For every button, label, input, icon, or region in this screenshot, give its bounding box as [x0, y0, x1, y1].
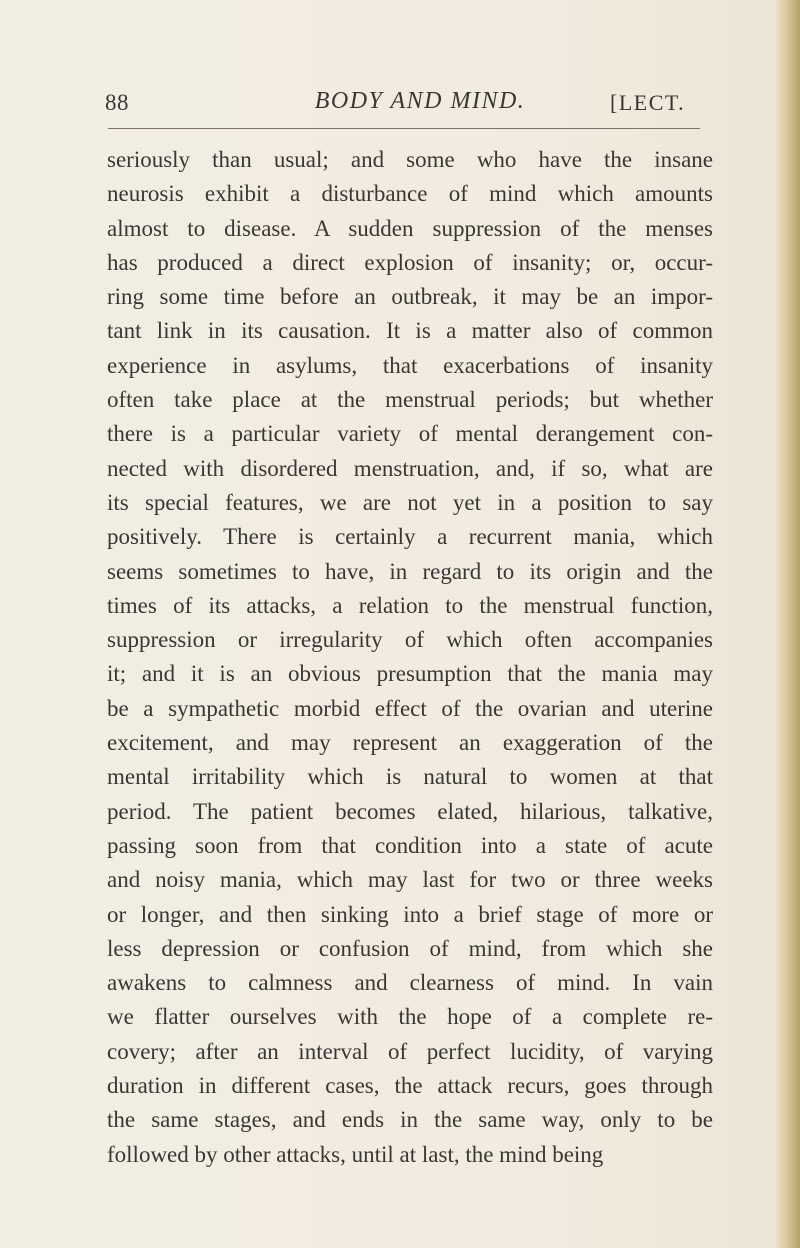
text-line: less depression or confusion of mind, from which she	[107, 935, 713, 961]
text-line: seriously than usual; and some who have the insane	[107, 147, 713, 172]
text-line: often take place at the menstrual periods; but whether	[107, 387, 713, 413]
text-line: be a sympathetic morbid effect of the ovarian and uterine	[107, 695, 713, 721]
text-line: suppression or irregularity of which often accompanies	[107, 627, 713, 653]
text-line: its special features, we are not yet in a position to say	[107, 489, 713, 515]
text-line: and noisy mania, which may last for two or three weeks	[107, 867, 713, 893]
page-number: 88	[105, 90, 129, 115]
body-text	[107, 143, 713, 1172]
text-line: experience in asylums, that exacerbations of insanity	[107, 352, 713, 378]
running-title: BODY AND MIND.	[314, 88, 526, 114]
text-line: almost to disease. A sudden suppression of the menses	[107, 215, 713, 241]
text-line: awakens to calmness and clearness of mind. In vain	[107, 970, 713, 996]
text-line: has produced a direct explosion of insanity; or, occur-	[107, 249, 713, 275]
header-rule	[108, 128, 700, 129]
text-line: period. The patient becomes elated, hilarious, talkative,	[107, 798, 713, 824]
section-label: [LECT.	[610, 90, 686, 115]
text-line: or longer, and then sinking into a brief stage of more or	[107, 901, 713, 927]
text-line: times of its attacks, a relation to the menstrual function,	[107, 592, 713, 618]
text-line: ring some time before an outbreak, it may be an impor-	[107, 284, 713, 310]
text-line: mental irritability which is natural to women at that	[107, 764, 713, 790]
text-line: covery; after an interval of perfect lucidity, of varying	[107, 1038, 713, 1064]
text-line: we flatter ourselves with the hope of a complete re-	[107, 1004, 713, 1030]
text-line: tant link in its causation. It is a matter also of common	[107, 318, 713, 344]
text-line: duration in different cases, the attack recurs, goes through	[107, 1073, 713, 1099]
page-header	[0, 0, 800, 140]
text-line: the same stages, and ends in the same way, only to be	[107, 1107, 713, 1133]
text-line: it; and it is an obvious presumption that the mania may	[107, 661, 713, 687]
text-line: nected with disordered menstruation, and, if so, what are	[107, 455, 713, 481]
page-binding-edge	[776, 0, 800, 1248]
text-line: seems sometimes to have, in regard to its origin and the	[107, 558, 713, 584]
text-line: there is a particular variety of mental derangement con-	[107, 421, 713, 447]
text-line: neurosis exhibit a disturbance of mind which amounts	[107, 181, 713, 207]
text-line: excitement, and may represent an exaggeration of the	[107, 730, 713, 756]
text-line: followed by other attacks, until at last, the mind being	[107, 1141, 604, 1167]
text-line: passing soon from that condition into a state of acute	[107, 832, 713, 858]
text-line: positively. There is certainly a recurrent mania, which	[107, 524, 713, 550]
